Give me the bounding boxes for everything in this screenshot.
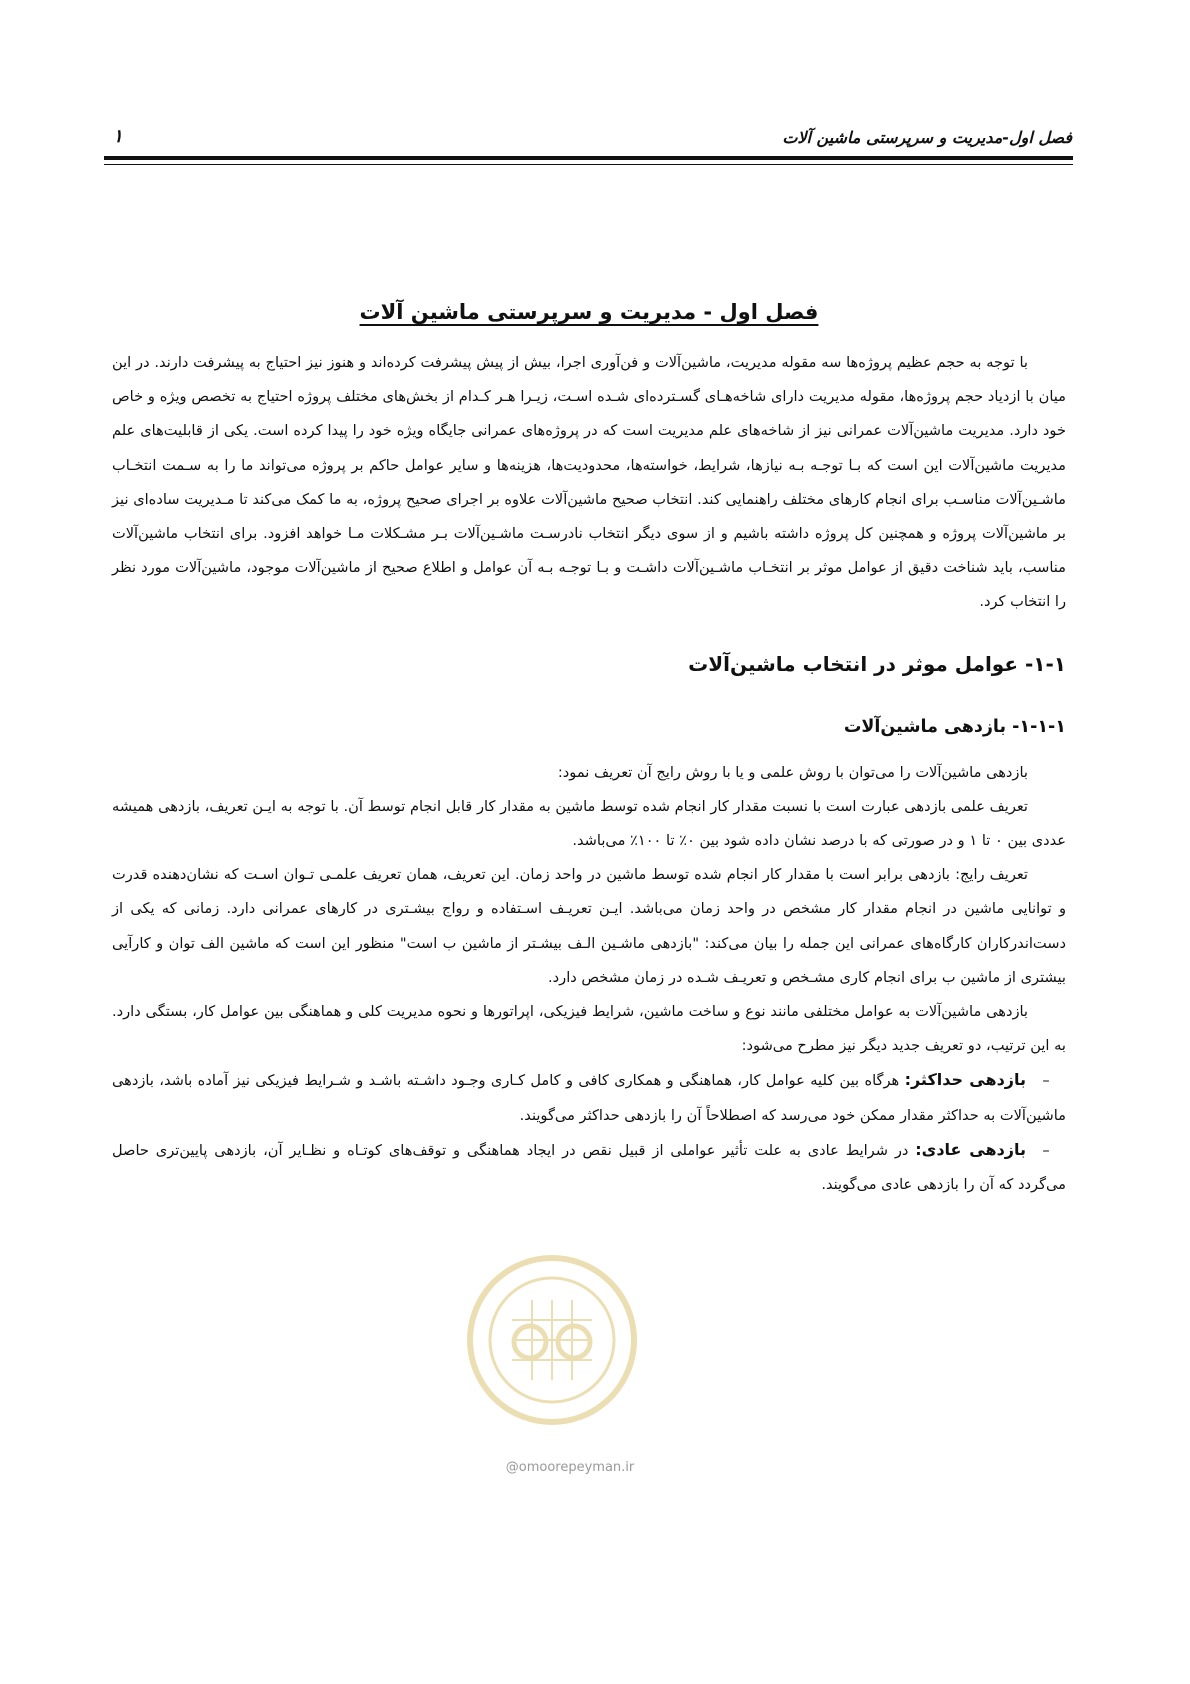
bullet-term: بازدهی حداکثر: — [904, 1070, 1027, 1090]
section-heading-1-1: ۱-۱- عوامل موثر در انتخاب ماشین‌آلات — [688, 651, 1066, 676]
factors-paragraph: بازدهی ماشین‌آلات به عوامل مختلفی مانند نوع و ساخت ماشین، شرایط فیزیکی، اپراتورها و نحوه مدیریت کلی و هماهنگی بین عوامل کار، بستگی دارد. به این ترتیب، دو تعریف جدید دیگر نیز مطرح می‌شود: — [112, 1003, 1066, 1055]
body-content — [112, 300, 1066, 1202]
watermark-text: @omoorepeyman.ir — [505, 1460, 635, 1475]
scientific-definition-paragraph: تعریف علمی بازدهی عبارت است با نسبت مقدار کار انجام شده توسط ماشین به مقدار کار قابل انجام توسط آن. با توجه به ایـن تعریف، بازدهی همیشه عددی بین ۰ تا ۱ و در صورتی که با درصد نشان داده شود بین ۰٪ تا ۱۰۰٪ می‌باشد. — [112, 797, 1066, 850]
intro-paragraph: با توجه به حجم عظیم پروژه‌ها سه مقوله مدیریت، ماشین‌آلات و فن‌آوری اجرا، بیش از پیش پیشرفت کرده‌اند و هنوز نیز احتیاج به پیشرفت دارند. در این میان با ازدیاد حجم پروژه‌ها، مقوله مدیریت دارای شاخه‌هـای گسـترده‌ای شـده اسـت، زیـرا هـر کـدام از بخش‌های مختلف پروژه احتیاج به تخصص ویژه و خاص خود دارد. مدیریت ماشین‌آلات عمرانی نیز از شاخه‌های علم مدیریت است که در پروژه‌های عمرانی جایگاه ویژه خود را پیدا کرده است. یکی از قابلیت‌های علم مدیریت ماشین‌آلات این است که بـا توجـه بـه نیازها، شرایط، خواسته‌ها، محدودیت‌ها، هزینه‌ها و سایر عوامل حاکم بر پروژه می‌تواند ما را به سـمت انتخـاب ماشـین‌آلات مناسـب برای انجام کارهای مختلف راهنمایی کند. انتخاب صحیح ماشین‌آلات علاوه بر اجرای صحیح پروژه، به ما کمک می‌کند تا مـدیریت ساده‌ای نیز بر ماشین‌آلات پروژه و همچنین کل پروژه داشته باشیم و از سوی دیگر انتخاب نادرسـت ماشـین‌آلات بـر مشـکلات مـا خواهد افزود. برای انتخاب ماشین‌آلات مناسب، باید شناخت دقیق از عوامل موثر بر انتخـاب ماشـین‌آلات داشـت و بـا توجـه بـه آن عوامل و اطلاع صحیح از ماشین‌آلات موجود، ماشین‌آلات مورد نظر را انتخاب کرد. — [112, 354, 1066, 611]
running-header — [105, 126, 1072, 160]
bullet-normal-efficiency — [112, 1133, 1066, 1202]
bullet-text: هرگاه بین کلیه عوامل کار، هماهنگی و همکاری کافی و کامل کـاری وجـود داشـته باشـد و شـرایط فیزیکی نیز آماده باشد، بازدهی ماشین‌آلات به حداکثر مقدار ممکن خود می‌رسد که اصطلاحاً آن را بازدهی حداکثر می‌گویند. — [112, 1072, 1066, 1124]
bullet-dash: – — [1042, 1141, 1050, 1159]
chapter-title: فصل اول - مدیریت و سرپرستی ماشین آلات — [359, 300, 819, 324]
bullet-term: بازدهی عادی: — [915, 1139, 1027, 1159]
common-definition-paragraph: تعریف رایج: بازدهی برابر است با مقدار کار انجام شده توسط ماشین در واحد زمان. این تعریف، همان تعریف علمـی تـوان اسـت که نشان‌دهنده قدرت و توانایی ماشین در انجام مقدار کار مشخص در واحد زمان می‌باشد. ایـن تعریـف اسـتفاده و رواج بیشـتری در کارهای عمرانی دارد. زمانی که یکی از دست‌اندرکاران کارگاه‌های عمرانی این جمله را بیان می‌کند: "بازدهی ماشـین الـف بیشـتر از ماشین ب است" منظور این است که ماشین الف توان و کارآیی بیشتری از ماشین ب برای انجام کاری مشـخص و تعریـف شـده در زمان مشخص دارد. — [112, 866, 1066, 986]
page-number: ۱ — [113, 126, 123, 147]
bullet-max-efficiency — [112, 1063, 1066, 1132]
bullet-dash: – — [1042, 1072, 1050, 1090]
definition-intro-paragraph: بازدهی ماشین‌آلات را می‌توان با روش علمی و یا با روش رایج آن تعریف نمود: — [557, 763, 1028, 781]
section-heading-1-1-1: ۱-۱-۱- بازدهی ماشین‌آلات — [843, 716, 1066, 737]
running-title: فصل اول-مدیریت و سرپرستی ماشین آلات — [782, 128, 1072, 147]
header-rule-thick — [104, 156, 1073, 160]
watermark-logo-icon — [462, 1250, 642, 1430]
bullet-text: در شرایط عادی به علت تأثیر عواملی از قبیل نقص در ایجاد هماهنگی و توقف‌های کوتـاه و نظـایر آن، بازدهی پایین‌تری حاصل می‌گردد که آن را بازدهی عادی می‌گویند. — [112, 1141, 1066, 1194]
header-rule-thin — [104, 164, 1073, 165]
